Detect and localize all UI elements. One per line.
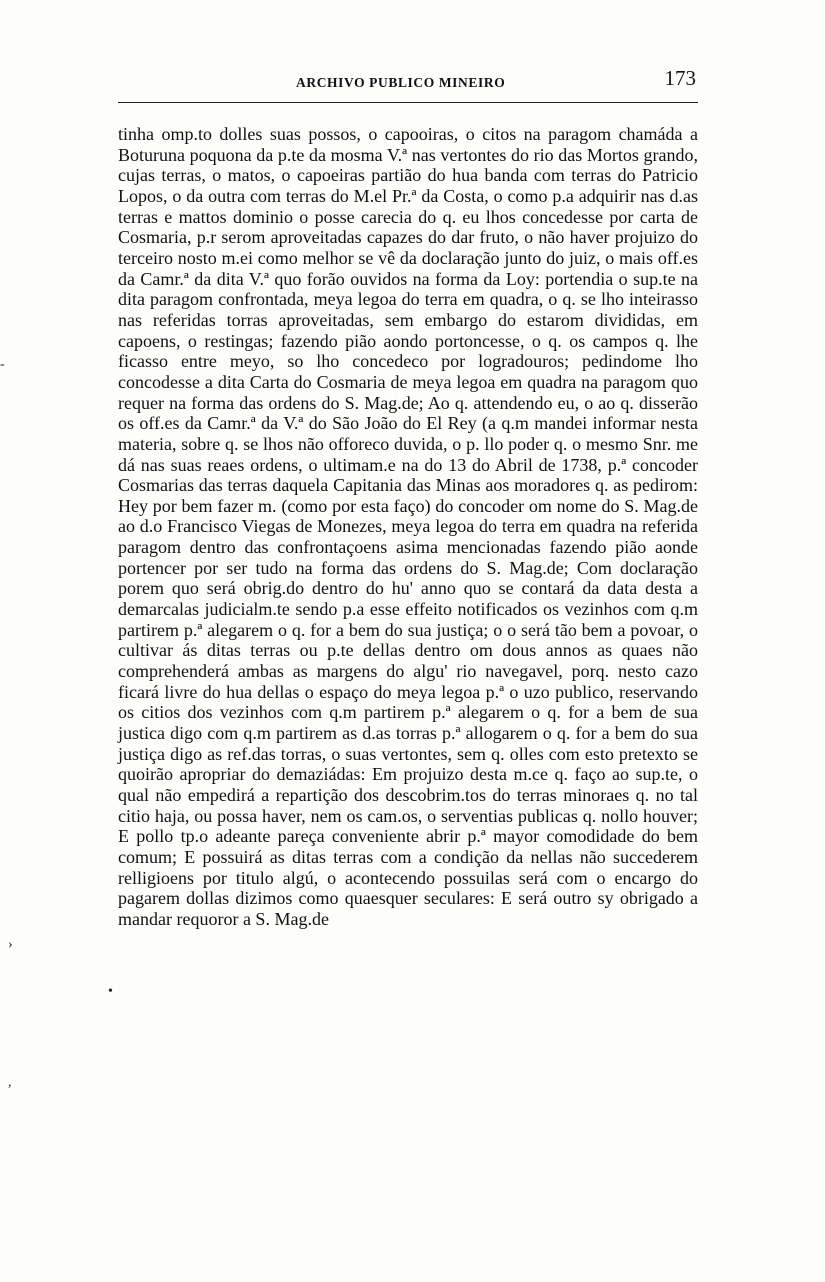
margin-comma-mark: ,	[8, 1075, 12, 1090]
body-paragraph: tinha omp.to dolles suas possos, o capooiras, o citos na paragom chamáda a Boturuna poquona da p.te da mosma V.ª nas vertontes do rio das Mortos grando, cujas terras, o matos, o capoeiras partião do hua banda com terras do Patricio Lopos, o da outra com terras do M.el Pr.ª da Costa, o como p.a adquirir nas d.as terras e mattos dominio o posse carecia do q. eu lhos concedesse por carta de Cosmaria, p.r serom aproveitadas capazes do dar fruto, o não haver projuizo do terceiro nosto m.ei como melhor se vê da doclaração junto do juiz, o mais off.es da Camr.ª da dita V.ª quo forão ouvidos na forma da Loy: portendia o sup.te na dita paragom confrontada, meya legoa do terra em quadra, o q. se lho inteirasso nas referidas torras aproveitadas, sem embargo do estarom divididas, em capoens, o restingas; fazendo pião aondo portoncesse, o q. os campos q. lhe ficasso entre meyo, so lho concedeco por logradouros; pedindome lho concodesse a dita Carta do Cosmaria de meya legoa em quadra na paragom quo requer na forma das ordens do S. Mag.de; Ao q. attendendo eu, o ao q. disserão os off.es da Camr.ª da V.ª do São João do El Rey (a q.m mandei informar nesta materia, sobre q. se lhos não offoreco duvida, o p. llo poder q. o mesmo Snr. me dá nas suas reaes ordens, o ultimam.e na do 13 do Abril de 1738, p.ª concoder Cosmarias das terras daquela Capitania das Minas aos moradores q. as pedirom: Hey por bem fazer m. (como por esta faço) do concoder om nome do S. Mag.de ao d.o Francisco Viegas de Monezes, meya legoa do terra em quadra na referida paragom dentro das confrontaçoens asima mencionadas fazendo pião aonde portencer por ser tudo na forma das ordens do S. Mag.de; Com doclaração porem quo será obrig.do dentro do hu' anno quo se contará da data desta a demarcalas judicialm.te sendo p.a esse effeito notificados os vezinhos com q.m partirem p.ª alegarem o q. for a bem do sua justiça; o o será tão bem a povoar, o cultivar ás ditas terras ou p.te dellas dentro om dous annos as quaes não comprehenderá ambas as margens do algu' rio navegavel, porq. nesto cazo ficará livre do hua dellas o espaço do meya legoa p.ª o uzo publico, reservando os citios dos vezinhos com q.m partirem p.ª alegarem o q. for a bem de sua justica digo com q.m partirem as d.as torras p.ª allogarem o q. for a bem do sua justiça digo as ref.das torras, o suas vertontes, sem q. olles com esto pretexto se quoirão apropriar do demaziádas: Em projuizo desta m.ce q. faço ao sup.te, o qual não empedirá a repartição dos descobrim.tos do terras minoraes q. no tal citio haja, ou possa haver, nem os cam.os, o serventias publicas q. nollo houver; E pollo tp.o adeante pareça conveniente abrir p.ª mayor comodidade do bem comum; E possuirá as ditas terras com a condição da nellas não succederem relligioens por titulo algú, o acontecendo possuilas será com o encargo do pagarem dollas dizimos como quaesquer seculares: E será outro sy obrigado a mandar requoror a S. Mag.de	[118, 124, 698, 929]
margin-arrow-mark: ›	[8, 937, 13, 952]
header-rule	[118, 102, 698, 103]
running-title: ARCHIVO PUBLICO MINEIRO	[296, 75, 506, 90]
page-number: 173	[664, 66, 696, 90]
margin-bullet-mark: •	[108, 984, 113, 999]
margin-dash-mark: -	[0, 357, 5, 372]
page-header	[118, 66, 698, 106]
